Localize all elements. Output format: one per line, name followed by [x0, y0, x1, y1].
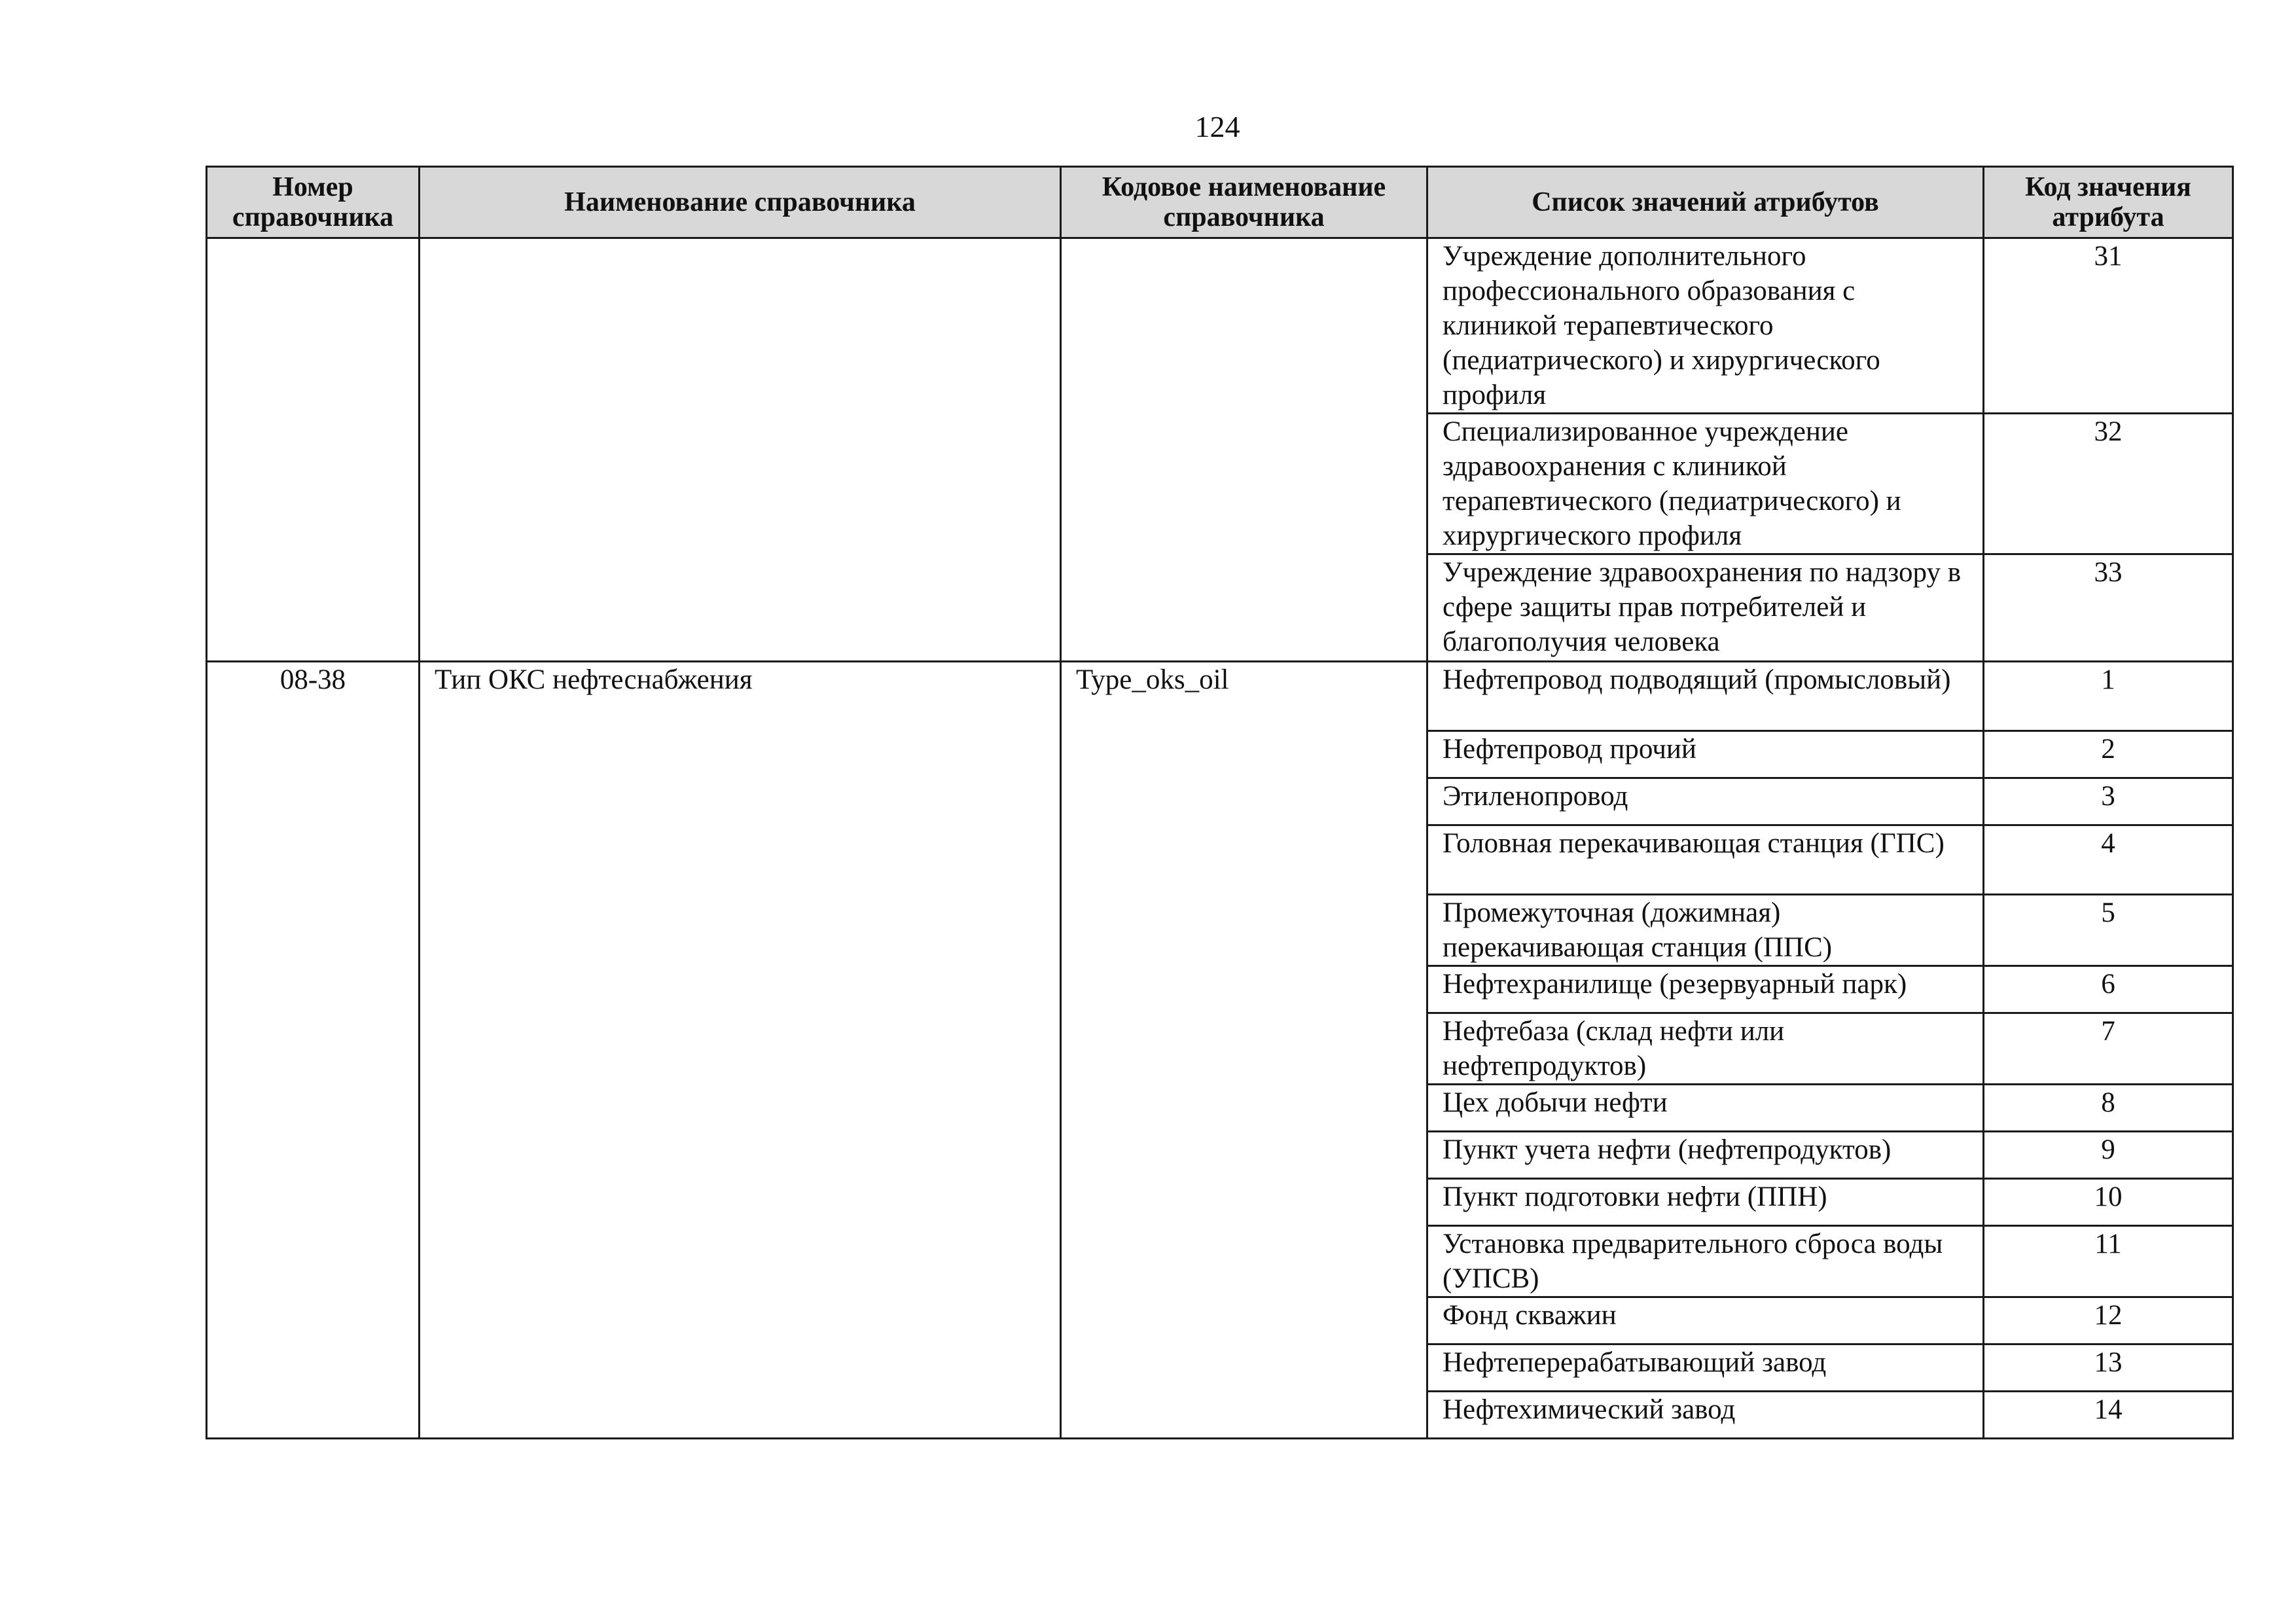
attribute-code: 9 — [1984, 1132, 2233, 1179]
attribute-value: Учреждение здравоохранения по надзору в сфере защиты прав потребителей и благополучия человека — [1427, 554, 1984, 662]
attribute-code: 1 — [1984, 662, 2233, 731]
header-name: Наименование справочника — [420, 167, 1061, 238]
attribute-code: 32 — [1984, 414, 2233, 554]
header-attributes: Список значений атрибутов — [1427, 167, 1984, 238]
continued-name-cell — [420, 238, 1061, 662]
attribute-value: Нефтеперерабатывающий завод — [1427, 1344, 1984, 1392]
attribute-code: 2 — [1984, 731, 2233, 778]
attribute-code: 12 — [1984, 1297, 2233, 1344]
header-row — [207, 167, 2233, 238]
header-number: Номер справочника — [207, 167, 420, 238]
attribute-code: 8 — [1984, 1085, 2233, 1132]
attribute-value: Цех добычи нефти — [1427, 1085, 1984, 1132]
attribute-code: 10 — [1984, 1179, 2233, 1226]
attribute-value: Специализированное учреждение здравоохранения с клиникой терапевтического (педиатрического) и хирургического профиля — [1427, 414, 1984, 554]
table-row — [207, 662, 2233, 731]
page-number: 124 — [1194, 110, 1240, 143]
reference-table — [206, 166, 2234, 1439]
attribute-code: 3 — [1984, 778, 2233, 825]
header-code-name: Кодовое наименование справочника — [1061, 167, 1427, 238]
directory-number: 08-38 — [207, 662, 420, 1439]
attribute-code: 6 — [1984, 966, 2233, 1013]
attribute-value: Учреждение дополнительного профессионального образования с клиникой терапевтического (педиатрического) и хирургического профиля — [1427, 238, 1984, 414]
attribute-value: Пункт учета нефти (нефтепродуктов) — [1427, 1132, 1984, 1179]
attribute-value: Нефтепровод прочий — [1427, 731, 1984, 778]
header-attr-code: Код значения атрибута — [1984, 167, 2233, 238]
table-header — [207, 167, 2233, 238]
attribute-code: 7 — [1984, 1013, 2233, 1085]
attribute-value: Этиленопровод — [1427, 778, 1984, 825]
attribute-code: 33 — [1984, 554, 2233, 662]
attribute-value: Головная перекачивающая станция (ГПС) — [1427, 825, 1984, 895]
attribute-value: Нефтехимический завод — [1427, 1392, 1984, 1439]
continued-code-name-cell — [1061, 238, 1427, 662]
attribute-code: 5 — [1984, 895, 2233, 966]
directory-name: Тип ОКС нефтеснабжения — [420, 662, 1061, 1439]
attribute-code: 4 — [1984, 825, 2233, 895]
attribute-value: Нефтебаза (склад нефти или нефтепродуктов) — [1427, 1013, 1984, 1085]
attribute-code: 14 — [1984, 1392, 2233, 1439]
attribute-value: Нефтехранилище (резервуарный парк) — [1427, 966, 1984, 1013]
table-row — [207, 238, 2233, 414]
attribute-value: Нефтепровод подводящий (промысловый) — [1427, 662, 1984, 731]
attribute-value: Установка предварительного сброса воды (УПСВ) — [1427, 1226, 1984, 1297]
attribute-value: Фонд скважин — [1427, 1297, 1984, 1344]
attribute-code: 13 — [1984, 1344, 2233, 1392]
directory-code-name: Type_oks_oil — [1061, 662, 1427, 1439]
table-body — [207, 238, 2233, 1439]
attribute-code: 11 — [1984, 1226, 2233, 1297]
attribute-value: Промежуточная (дожимная) перекачивающая станция (ППС) — [1427, 895, 1984, 966]
attribute-value: Пункт подготовки нефти (ППН) — [1427, 1179, 1984, 1226]
continued-number-cell — [207, 238, 420, 662]
attribute-code: 31 — [1984, 238, 2233, 414]
